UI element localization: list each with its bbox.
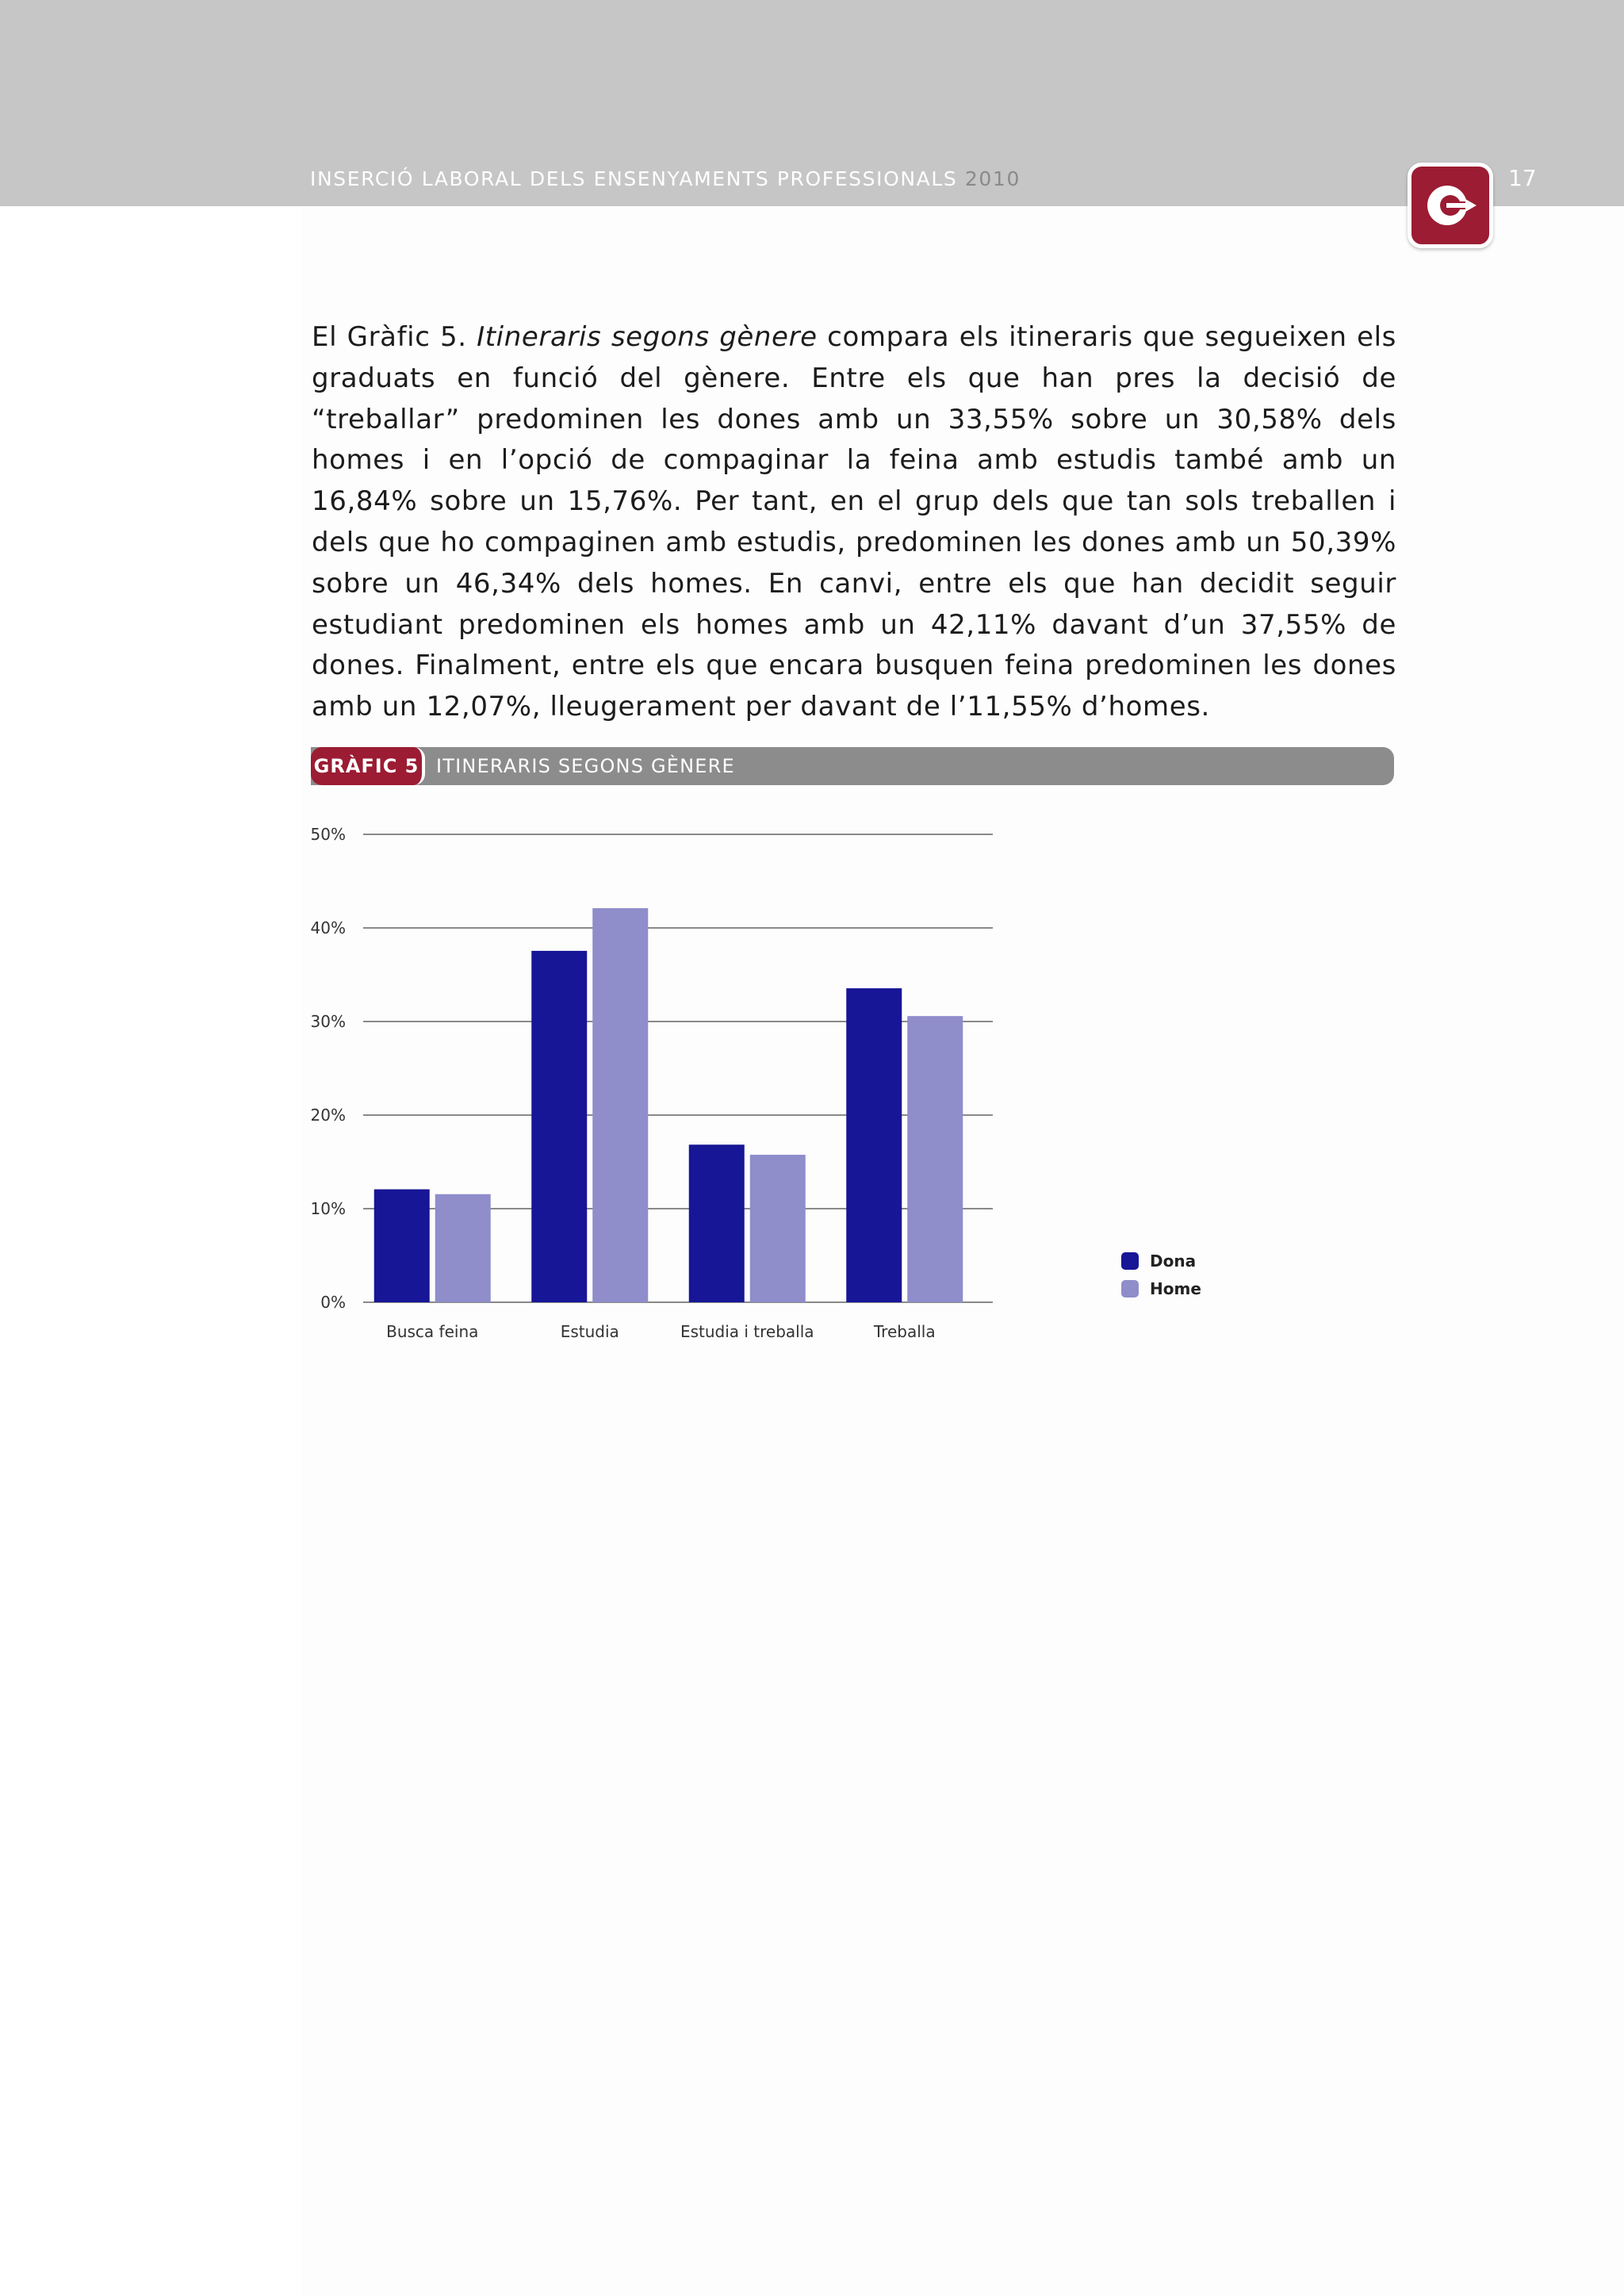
bar-home <box>750 1155 806 1302</box>
figure-reference: Itineraris segons gènere <box>477 321 818 353</box>
x-tick-label: Busca feina <box>386 1322 479 1341</box>
body-text: compara els itineraris que segueixen els graduats en funció del gènere. Entre els que han pres la decisió de “treballar” predominen les dones amb un 33,55% sobre un 30,58% dels homes i en l’opció de compaginar la feina amb estudis també amb un 16,84% sobre un 15,76%. Per tant, en el grup dels que tan sols treballen i dels que ho compaginen amb estudis, predominen les dones amb un 50,39% sobre un 46,34% dels homes. En canvi, entre els que han decidit seguir estudiant predominen els homes amb un 42,11% davant d’un 37,55% de dones. Finalment, entre els que encara busquen feina predominen les dones amb un 12,07%, lleugerament per davant de l’11,55% d’homes. <box>312 321 1396 723</box>
bar-dona <box>374 1190 430 1302</box>
y-tick-label: 40% <box>310 918 346 937</box>
chart-title: ITINERARIS SEGONS GÈNERE <box>436 755 735 777</box>
running-title-year: 2010 <box>964 167 1021 190</box>
x-tick-label: Estudia i treballa <box>680 1322 814 1341</box>
bar-dona <box>689 1144 745 1302</box>
bar-dona <box>846 988 902 1302</box>
bar-home <box>907 1016 963 1302</box>
running-title-text: INSERCIÓ LABORAL DELS ENSENYAMENTS PROFESSIONALS <box>310 167 958 190</box>
bar-dona <box>531 951 587 1302</box>
y-tick-label: 10% <box>310 1199 346 1218</box>
chart-header <box>311 747 1394 785</box>
x-tick-label: Estudia <box>560 1322 619 1341</box>
legend-swatch-home <box>1121 1280 1139 1297</box>
chart-tag: GRÀFIC 5 <box>311 747 425 785</box>
body-intro: El Gràfic 5. <box>312 321 477 353</box>
legend-label-dona: Dona <box>1150 1251 1197 1271</box>
legend-swatch-dona <box>1121 1252 1139 1270</box>
bar-home <box>435 1194 491 1302</box>
y-tick-label: 50% <box>310 825 346 844</box>
body-paragraph <box>312 317 1396 728</box>
y-tick-label: 0% <box>320 1293 346 1312</box>
bar-home <box>592 908 648 1302</box>
y-tick-label: 20% <box>310 1106 346 1125</box>
running-title <box>310 167 1021 190</box>
x-tick-label: Treballa <box>873 1322 936 1341</box>
c-arrow-logo-icon <box>1408 163 1493 248</box>
page-number: 17 <box>1508 165 1537 191</box>
y-tick-label: 30% <box>310 1012 346 1031</box>
legend-label-home: Home <box>1150 1279 1201 1298</box>
bar-chart <box>301 809 1332 1364</box>
